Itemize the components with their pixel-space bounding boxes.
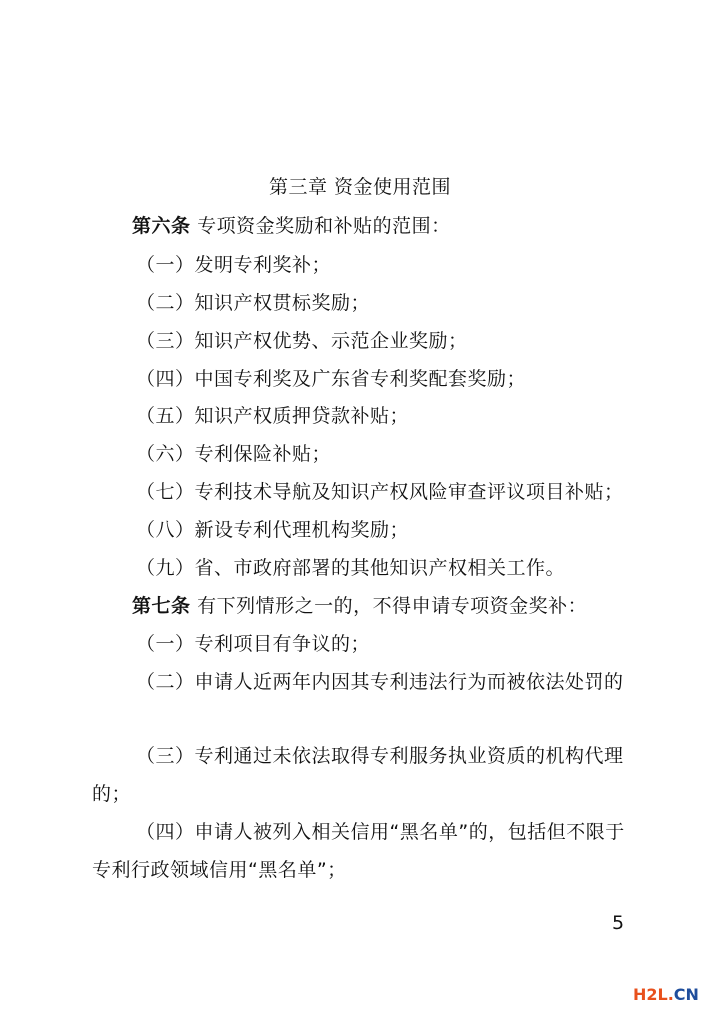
watermark-h2l: H2L: [633, 985, 668, 1004]
chapter-title: 第三章 资金使用范围: [268, 176, 452, 198]
watermark-logo: [633, 985, 699, 1005]
list-item: （二）知识产权贯标奖励；: [136, 292, 371, 314]
list-item: （六）专利保险补贴；: [136, 443, 332, 465]
list-item: （九）省、市政府部署的其他知识产权相关工作。: [136, 557, 566, 579]
list-item: （一）专利项目有争议的；: [136, 633, 371, 655]
list-item-continuation: 的；: [92, 783, 132, 805]
list-item: （四）申请人被列入相关信用“黑名单”的，包括但不限于: [136, 821, 625, 843]
list-item: （三）专利通过未依法取得专利服务执业资质的机构代理: [136, 745, 624, 767]
watermark-dot: .: [667, 985, 674, 1004]
list-item-continuation: 专利行政领域信用“黑名单”；: [92, 859, 347, 881]
list-item: （四）中国专利奖及广东省专利奖配套奖励；: [136, 368, 527, 390]
list-item: （五）知识产权质押贷款补贴；: [136, 405, 410, 427]
article-6-text: 专项资金奖励和补贴的范围：: [197, 215, 451, 237]
list-item: （三）知识产权优势、示范企业奖励；: [136, 330, 468, 352]
page-number: 5: [612, 912, 625, 934]
article-6-label: 第六条: [132, 215, 191, 237]
list-item: （七）专利技术导航及知识产权风险审查评议项目补贴；: [136, 481, 624, 503]
watermark-cn: CN: [673, 985, 699, 1004]
article-7-label: 第七条: [132, 595, 191, 617]
article-7-text: 有下列情形之一的，不得申请专项资金奖补：: [197, 595, 588, 617]
list-item: （八）新设专利代理机构奖励；: [136, 519, 410, 541]
list-item: （一）发明专利奖补；: [136, 254, 332, 276]
list-item: （二）申请人近两年内因其专利违法行为而被依法处罚的: [136, 671, 624, 693]
article-6-heading: [132, 213, 451, 239]
article-7-heading: [132, 593, 587, 619]
